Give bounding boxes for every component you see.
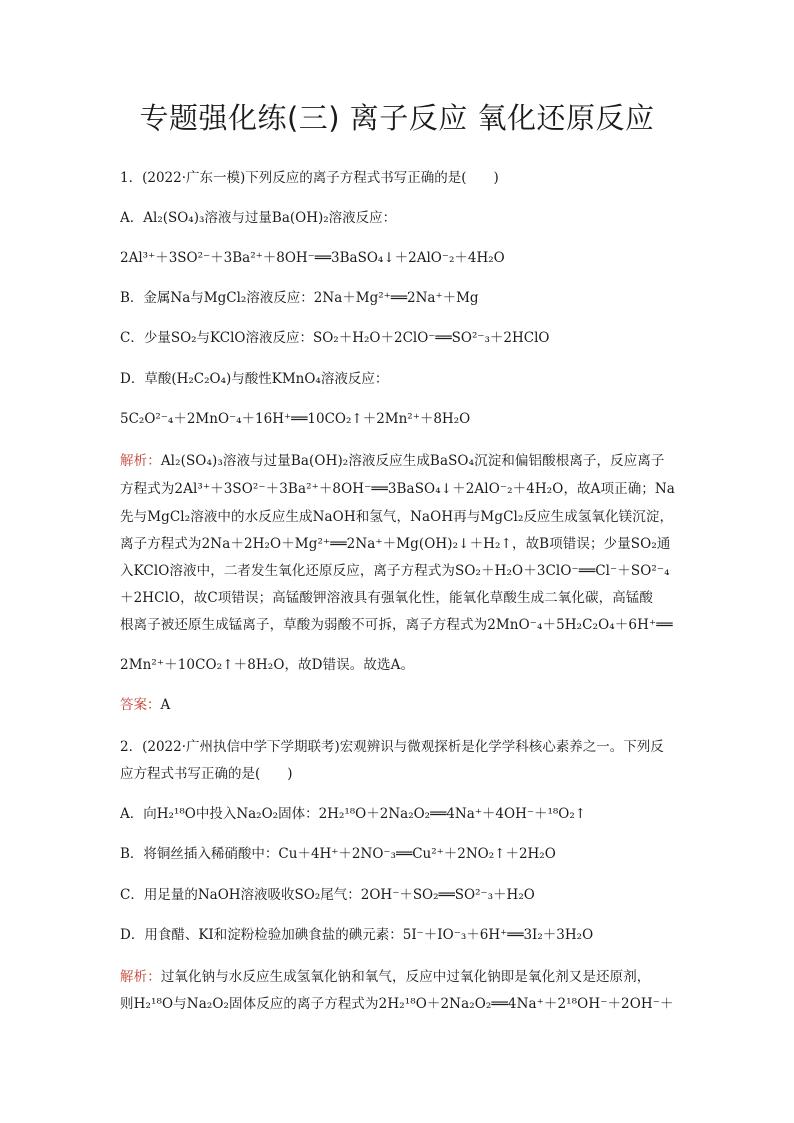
analysis-label: 解析：: [120, 969, 161, 985]
answer-value: A: [160, 697, 171, 713]
q1-analysis-line3: 先与MgCl₂溶液中的水反应生成NaOH和氢气，NaOH再与MgCl₂反应生成氢氧化镁沉淀，: [120, 509, 674, 525]
q1-option-c: C．少量SO₂与KClO溶液反应：SO₂＋H₂O＋2ClO⁻══SO²⁻₃＋2HClO: [120, 330, 550, 346]
q1-option-d-line1: D．草酸(H₂C₂O₄)与酸性KMnO₄溶液反应：: [120, 371, 389, 387]
q1-analysis-line8: 2Mn²⁺＋10CO₂↑＋8H₂O，故D错误。故选A。: [120, 657, 415, 673]
q2-analysis-line1: 解析：过氧化钠与水反应生成氢氧化钠和氧气，反应中过氧化钠即是氧化剂又是还原剂，: [120, 969, 651, 985]
q1-option-a-line2: 2Al³⁺＋3SO²⁻＋3Ba²⁺＋8OH⁻══3BaSO₄↓＋2AlO⁻₂＋4H₂O: [120, 250, 505, 266]
answer-label: 答案：: [120, 697, 161, 713]
q1-analysis-line4: 离子方程式为2Na＋2H₂O＋Mg²⁺══2Na⁺＋Mg(OH)₂↓＋H₂↑，故B项错误；少量SO₂通: [120, 536, 671, 552]
q1-analysis-line7: 根离子被还原生成锰离子，草酸为弱酸不可拆，离子方程式为2MnO⁻₄＋5H₂C₂O₄＋6H⁺══: [120, 617, 673, 633]
q2-option-b: B．将铜丝插入稀硝酸中：Cu＋4H⁺＋2NO⁻₃══Cu²⁺＋2NO₂↑＋2H₂O: [120, 846, 556, 862]
analysis-label: 解析：: [120, 453, 161, 469]
q2-option-a: A．向H₂¹⁸O中投入Na₂O₂固体：2H₂¹⁸O＋2Na₂O₂══4Na⁺＋4OH⁻＋¹⁸O₂↑: [120, 806, 587, 822]
q2-option-d: D．用食醋、KI和淀粉检验加碘食盐的碘元素：5I⁻＋IO⁻₃＋6H⁺══3I₂＋3H₂O: [120, 927, 594, 943]
q2-option-c: C．用足量的NaOH溶液吸收SO₂尾气：2OH⁻＋SO₂══SO²⁻₃＋H₂O: [120, 887, 535, 903]
q1-analysis-line6: ＋2HClO，故C项错误；高锰酸钾溶液具有强氧化性，能氧化草酸生成二氧化碳，高锰酸: [120, 590, 654, 606]
page-title: 专题强化练(三) 离子反应 氧化还原反应: [139, 101, 655, 135]
q1-option-a-line1: A．Al₂(SO₄)₃溶液与过量Ba(OH)₂溶液反应：: [120, 210, 397, 226]
q1-analysis-line5: 入KClO溶液中，二者发生氧化还原反应，离子方程式为SO₂＋H₂O＋3ClO⁻══Cl⁻＋SO²⁻₄: [120, 563, 670, 579]
q1-option-b: B．金属Na与MgCl₂溶液反应：2Na＋Mg²⁺══2Na⁺＋Mg: [120, 290, 479, 306]
q2-stem-line1: 2．(2022·广州执信中学下学期联考)宏观辨识与微观探析是化学学科核心素养之一。下列反: [120, 739, 664, 755]
q1-answer: [120, 696, 170, 714]
q1-analysis-line1: 解析：Al₂(SO₄)₃溶液与过量Ba(OH)₂溶液反应生成BaSO₄沉淀和偏铝酸根离子，反应离子: [120, 453, 665, 469]
q1-stem: 1．(2022·广东一模)下列反应的离子方程式书写正确的是( ): [120, 170, 499, 186]
q2-analysis-line2: 则H₂¹⁸O与Na₂O₂固体反应的离子方程式为2H₂¹⁸O＋2Na₂O₂══4Na⁺＋2¹⁸OH⁻＋2OH⁻＋: [120, 996, 674, 1012]
q1-analysis-line2: 方程式为2Al³⁺＋3SO²⁻＋3Ba²⁺＋8OH⁻══3BaSO₄↓＋2AlO⁻₂＋4H₂O，故A项正确；Na: [120, 481, 675, 497]
q1-option-d-line2: 5C₂O²⁻₄＋2MnO⁻₄＋16H⁺══10CO₂↑＋2Mn²⁺＋8H₂O: [120, 411, 471, 427]
q2-stem-line2: 应方程式书写正确的是( ): [120, 766, 293, 782]
